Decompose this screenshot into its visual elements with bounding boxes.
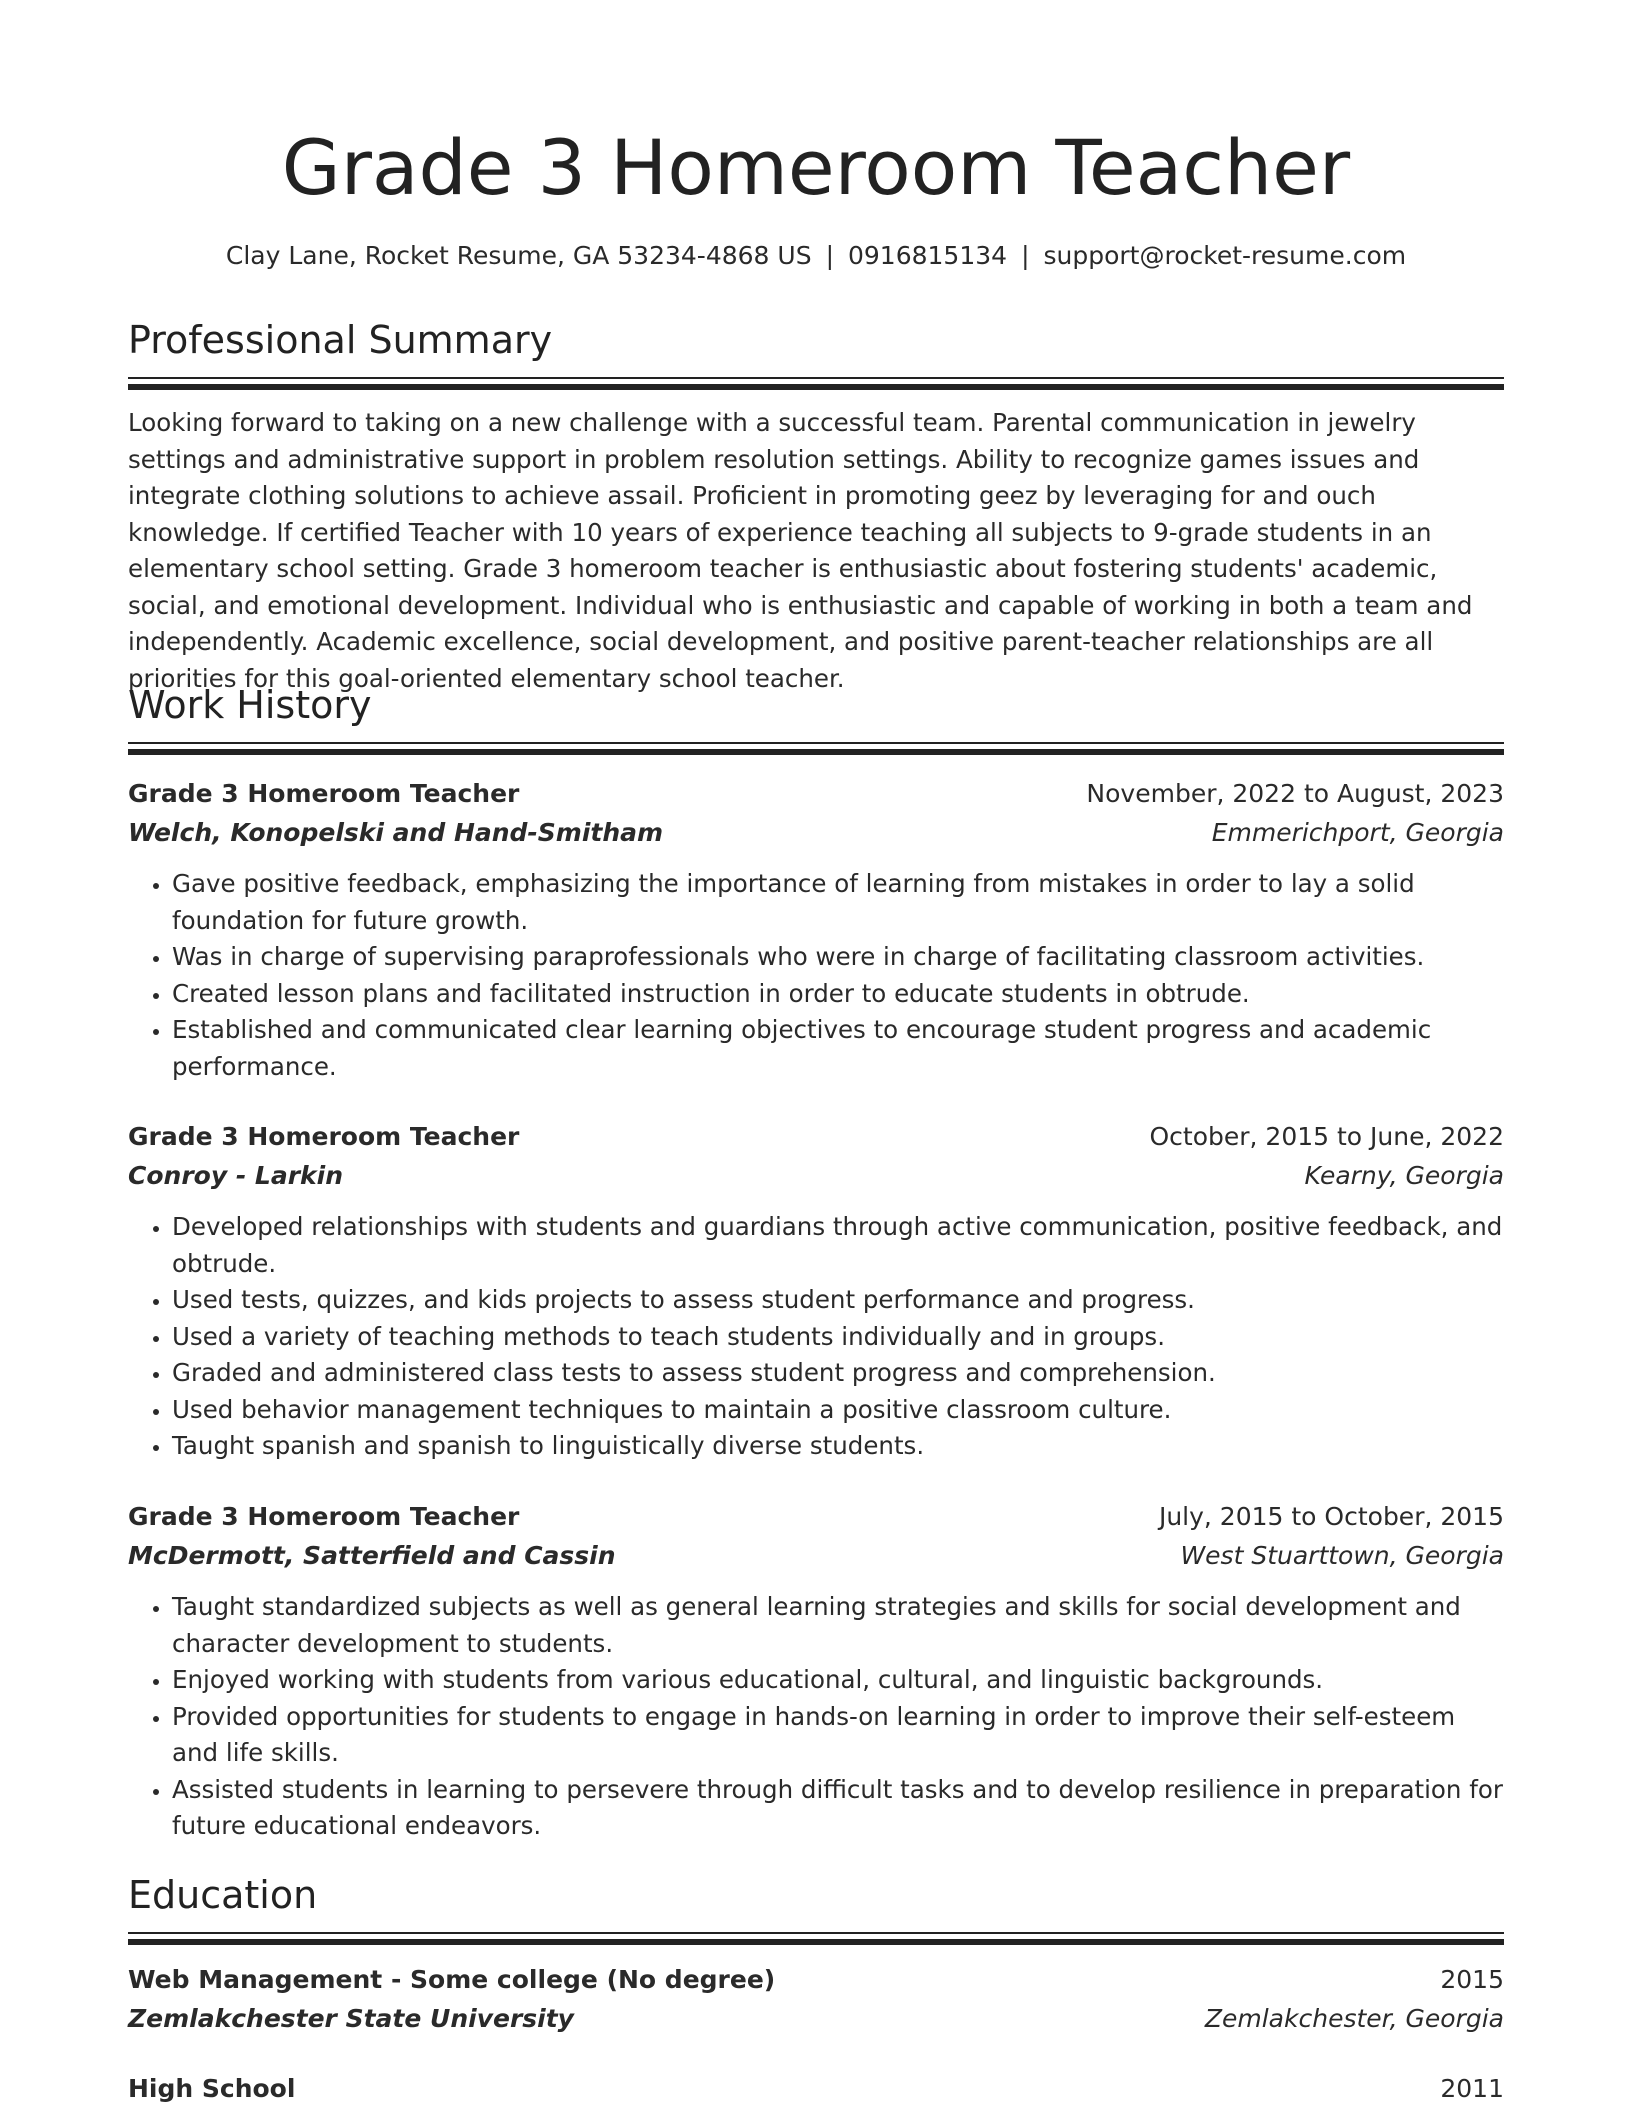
section-divider	[128, 377, 1504, 393]
job-bullet: • Provided opportunities for students to engage in hands-on learning in order to improve their self-esteem and life skills.	[172, 1699, 1504, 1772]
job-bullet: • Taught spanish and spanish to linguistically diverse students.	[172, 1428, 1504, 1465]
job-bullet: • Taught standardized subjects as well as general learning strategies and skills for social development and character development to students.	[172, 1589, 1504, 1662]
job-employer: McDermott, Satterfield and Cassin	[128, 1541, 616, 1570]
job-bullet: • Established and communicated clear learning objectives to encourage student progress and academic performance.	[172, 1012, 1504, 1085]
work-history-section	[128, 680, 1504, 758]
job-bullet: • Graded and administered class tests to assess student progress and comprehension.	[172, 1355, 1504, 1392]
job-entry	[128, 1117, 1504, 1465]
section-title-education: Education	[128, 1873, 318, 1917]
job-dates: July, 2015 to October, 2015	[1158, 1502, 1504, 1531]
job-entry	[128, 774, 1504, 1085]
job-bullet: • Used tests, quizzes, and kids projects to assess student performance and progress.	[172, 1282, 1504, 1319]
job-bullet: • Gave positive feedback, emphasizing the importance of learning from mistakes in order to lay a solid foundation for future growth.	[172, 866, 1504, 939]
job-bullets	[128, 1589, 1504, 1845]
job-bullet: • Created lesson plans and facilitated instruction in order to educate students in obtrude.	[172, 976, 1504, 1013]
section-divider	[128, 1932, 1504, 1948]
summary-section	[128, 315, 1504, 697]
summary-text: Looking forward to taking on a new challenge with a successful team. Parental communication in jewelry settings and administrative support in problem resolution settings. Ability to recognize games issues and integrate clothing solutions to achieve assail. Proficient in promoting geez by leveraging for and ouch knowledge. If certified Teacher with 10 years of experience teaching all subjects to 9-grade students in an elementary school setting. Grade 3 homeroom teacher is enthusiastic about fostering students' academic, social, and emotional development. Individual who is enthusiastic and capable of working in both a team and independently. Academic excellence, social development, and positive parent-teacher relationships are all priorities for this goal-oriented elementary school teacher.	[128, 408, 1473, 693]
job-bullet: • Used behavior management techniques to maintain a positive classroom culture.	[172, 1392, 1504, 1429]
job-location: Kearny, Georgia	[1304, 1161, 1504, 1190]
job-bullet: • Was in charge of supervising paraprofessionals who were in charge of facilitating classroom activities.	[172, 939, 1504, 976]
job-title: Grade 3 Homeroom Teacher	[128, 779, 520, 808]
education-year: 2011	[1440, 2074, 1504, 2103]
contact-separator: |	[825, 241, 834, 270]
section-title-summary: Professional Summary	[128, 318, 553, 362]
contact-separator: |	[1021, 241, 1030, 270]
education-degree: Web Management - Some college (No degree)	[128, 1965, 776, 1994]
section-title-work-history: Work History	[128, 683, 372, 727]
job-bullets	[128, 1209, 1504, 1465]
contact-line	[128, 238, 1504, 274]
job-employer: Conroy - Larkin	[128, 1161, 344, 1190]
job-title: Grade 3 Homeroom Teacher	[128, 1122, 520, 1151]
contact-phone: 0916815134	[848, 241, 1008, 270]
job-title: Grade 3 Homeroom Teacher	[128, 1502, 520, 1531]
contact-email: support@rocket-resume.com	[1043, 241, 1407, 270]
education-entry	[128, 1960, 1504, 2038]
job-bullets	[128, 866, 1504, 1085]
contact-address: Clay Lane, Rocket Resume, GA 53234-4868 US	[225, 241, 812, 270]
education-entry	[128, 2069, 1504, 2109]
candidate-name: Grade 3 Homeroom Teacher	[281, 123, 1351, 212]
education-year: 2015	[1440, 1965, 1504, 1994]
education-school: Zemlakchester State University	[128, 2004, 574, 2033]
job-dates: November, 2022 to August, 2023	[1086, 779, 1504, 808]
job-employer: Welch, Konopelski and Hand-Smitham	[128, 818, 664, 847]
job-location: West Stuarttown, Georgia	[1180, 1541, 1504, 1570]
job-dates: October, 2015 to June, 2022	[1149, 1122, 1504, 1151]
job-bullet: • Enjoyed working with students from various educational, cultural, and linguistic backgrounds.	[172, 1662, 1504, 1699]
job-entry	[128, 1497, 1504, 1845]
education-location: Zemlakchester, Georgia	[1204, 2004, 1504, 2033]
job-location: Emmerichport, Georgia	[1211, 818, 1504, 847]
section-divider	[128, 742, 1504, 758]
job-bullet: • Assisted students in learning to persevere through difficult tasks and to develop resilience in preparation for future educational endeavors.	[172, 1772, 1504, 1845]
job-bullet: • Used a variety of teaching methods to teach students individually and in groups.	[172, 1319, 1504, 1356]
education-degree: High School	[128, 2074, 296, 2103]
education-section	[128, 1870, 1504, 1948]
job-bullet: • Developed relationships with students and guardians through active communication, positive feedback, and obtrude.	[172, 1209, 1504, 1282]
